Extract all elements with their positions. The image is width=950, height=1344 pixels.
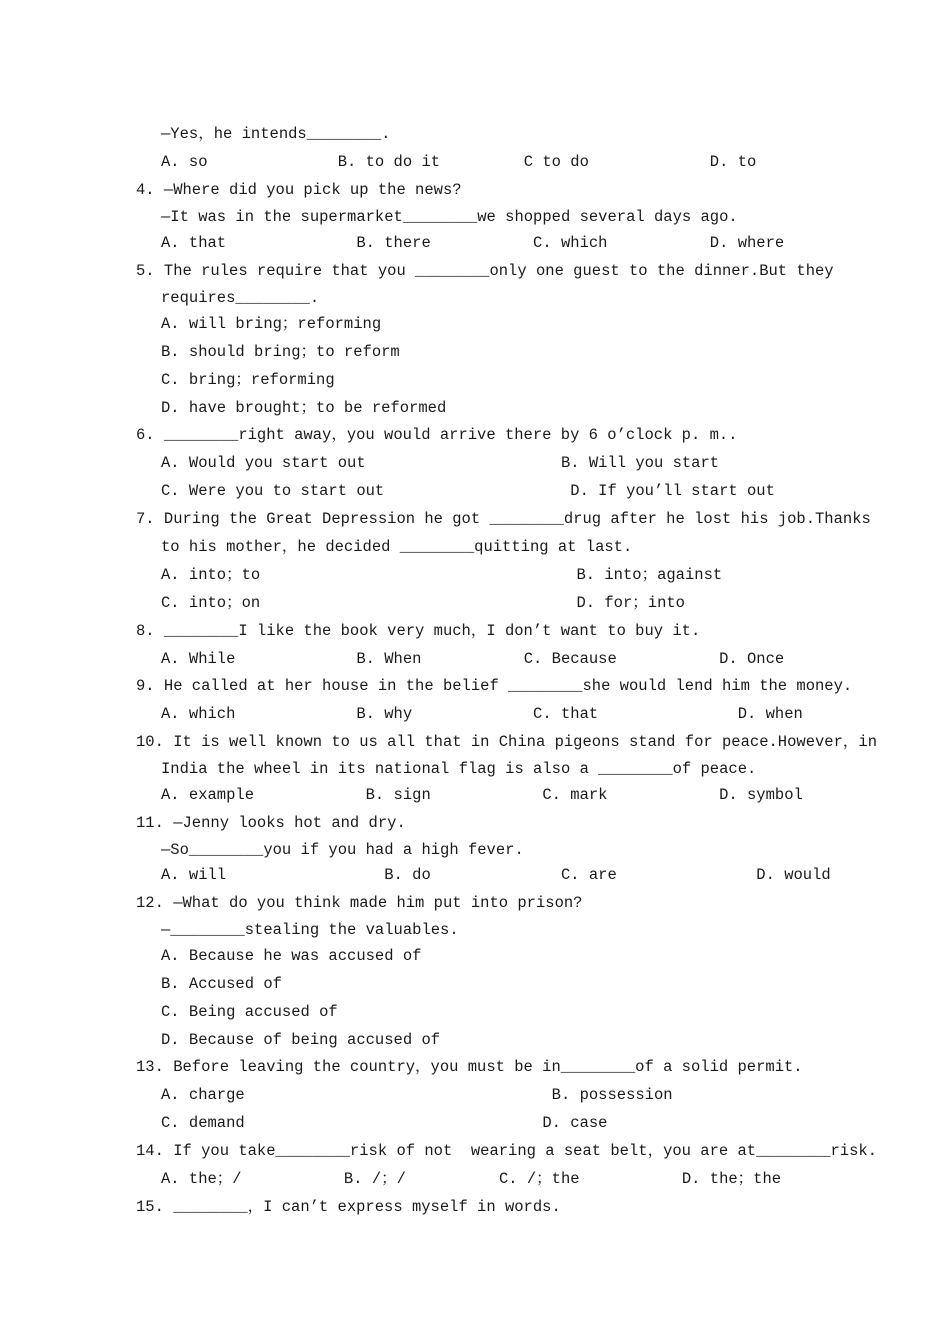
answer-options: A. the；/ B. /；/ C. /；the D. the；the (161, 1170, 782, 1188)
answer-option: D. have brought；to be reformed (161, 399, 447, 417)
question-line: 12. —What do you think made him put into prison? (136, 894, 583, 912)
answer-option: A. Because he was accused of (161, 947, 422, 965)
question-line: —It was in the supermarket________we shopped several days ago. (161, 208, 738, 226)
question-line: 11. —Jenny looks hot and dry. (136, 814, 406, 832)
question-line: 9. He called at her house in the belief ________she would lend him the money. (136, 677, 853, 695)
question-line: 8. ________I like the book very much，I don’t want to buy it. (136, 622, 701, 640)
question-line: 14. If you take________risk of not wearing a seat belt，you are at________risk. (136, 1142, 878, 1160)
answer-options: A. example B. sign C. mark D. symbol (161, 786, 803, 804)
answer-options: C. Were you to start out D. If you’ll start out (161, 482, 775, 500)
question-line: requires________. (161, 289, 320, 307)
answer-option: C. bring；reforming (161, 371, 335, 389)
question-line: —So________you if you had a high fever. (161, 841, 524, 859)
answer-option: B. should bring；to reform (161, 343, 400, 361)
answer-options: A. so B. to do it C to do D. to (161, 153, 757, 171)
answer-options: C. into；on D. for；into (161, 594, 685, 612)
answer-option: C. Being accused of (161, 1003, 338, 1021)
question-line: 13. Before leaving the country，you must be in________of a solid permit. (136, 1058, 803, 1076)
answer-option: B. Accused of (161, 975, 282, 993)
question-line: 4. —Where did you pick up the news? (136, 181, 462, 199)
answer-options: A. that B. there C. which D. where (161, 234, 785, 252)
question-line: 6. ________right away，you would arrive there by 6 o’clock p. m.. (136, 426, 738, 444)
answer-options: A. Would you start out B. Will you start (161, 454, 720, 472)
answer-options: A. While B. When C. Because D. Once (161, 650, 785, 668)
answer-options: A. into；to B. into；against (161, 566, 723, 584)
answer-options: A. which B. why C. that D. when (161, 705, 803, 723)
answer-options: C. demand D. case (161, 1114, 608, 1132)
answer-options: A. will B. do C. are D. would (161, 866, 831, 884)
question-line: —Yes，he intends________. (161, 125, 391, 143)
question-line: 7. During the Great Depression he got ________drug after he lost his job.Thanks (136, 510, 871, 528)
question-line: India the wheel in its national flag is also a ________of peace. (161, 760, 757, 778)
question-line: to his mother，he decided ________quitting at last. (161, 538, 633, 556)
question-line: 10. It is well known to us all that in China pigeons stand for peace.However，in (136, 733, 878, 751)
answer-option: A. will bring；reforming (161, 315, 382, 333)
answer-option: D. Because of being accused of (161, 1031, 441, 1049)
question-line: —________stealing the valuables. (161, 921, 459, 939)
answer-options: A. charge B. possession (161, 1086, 673, 1104)
question-line: 5. The rules require that you ________only one guest to the dinner.But they (136, 262, 834, 280)
question-line: 15. ________，I can’t express myself in words. (136, 1198, 561, 1216)
